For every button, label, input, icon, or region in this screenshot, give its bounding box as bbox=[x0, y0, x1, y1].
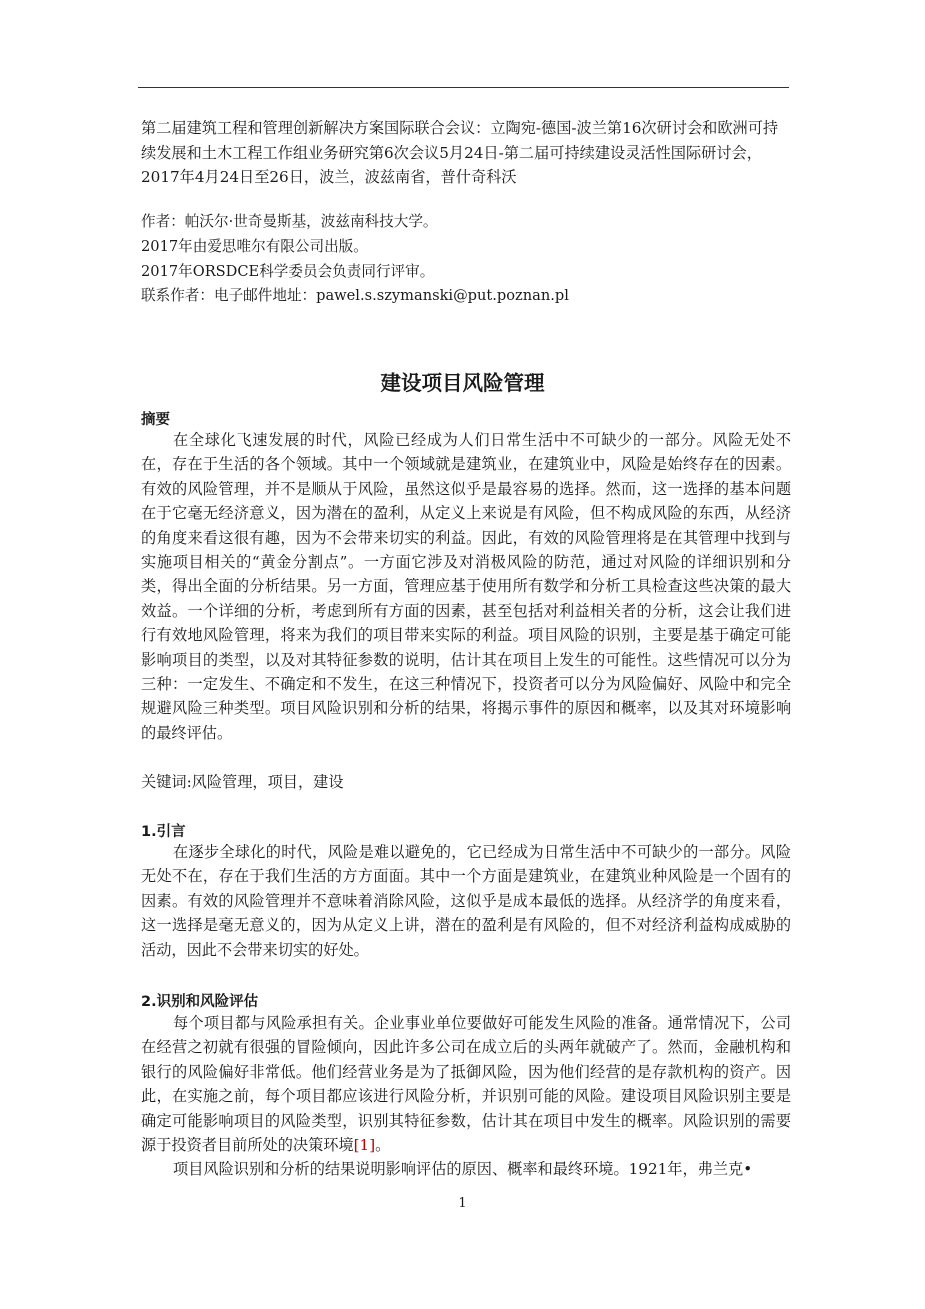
contact-line: 联系作者：电子邮件地址：pawel.s.szymanski@put.poznan.pl bbox=[141, 287, 569, 305]
section2-paragraph-1 bbox=[141, 1011, 791, 1157]
section1-body bbox=[141, 840, 791, 962]
section1-heading: 1.引言 bbox=[141, 824, 186, 840]
page-number: 1 bbox=[458, 1196, 467, 1211]
section2-text-1: 每个项目都与风险承担有关。企业事业单位要做好可能发生风险的准备。通常情况下，公司在经营之初就有很强的冒险倾向，因此许多公司在成立后的头两年就破产了。然而，金融机构和银行的风险偏好非常低。他们经营业务是为了抵御风险，因为他们经营的是存款机构的资产。因此，在实施之前，每个项目都应该进行风险分析，并识别可能的风险。建设项目风险识别主要是确定可能影响项目的风险类型，识别其特征参数，估计其在项目中发生的概率。风险识别的需要源于投资者目前所处的决策环境 bbox=[141, 1014, 791, 1155]
conference-info: 第二届建筑工程和管理创新解决方案国际联合会议：立陶宛-德国-波兰第16次研讨会和欧洲可持续发展和土木工程工作组业务研究第6次会议5月24日-第二届可持续建设灵活性国际研讨会，2017年4月24日至26日，波兰，波兹南省，普什奇科沃 bbox=[141, 119, 779, 186]
author-line: 作者：帕沃尔·世奇曼斯基，波兹南科技大学。 bbox=[141, 213, 438, 230]
keywords: 关键词:风险管理，项目，建设 bbox=[141, 773, 344, 791]
publisher-line: 2017年由爱思唯尔有限公司出版。 bbox=[141, 237, 368, 255]
abstract-text: 在全球化飞速发展的时代，风险已经成为人们日常生活中不可缺少的一部分。风险无处不在，存在于生活的各个领域。其中一个领域就是建筑业，在建筑业中，风险是始终存在的因素。有效的风险管理，并不是顺从于风险，虽然这似乎是最容易的选择。然而，这一选择的基本问题在于它毫无经济意义，因为潜在的盈利，从定义上来说是有风险，但不构成风险的东西，从经济的角度来看这很有趣，因为不会带来切实的利益。因此，有效的风险管理将是在其管理中找到与实施项目相关的“黄金分割点”。一方面它涉及对消极风险的防范，通过对风险的详细识别和分类，得出全面的分析结果。另一方面，管理应基于使用所有数学和分析工具检查这些决策的最大效益。一个详细的分析，考虑到所有方面的因素，甚至包括对利益相关者的分析，这会让我们进行有效地风险管理，将来为我们的项目带来实际的利益。项目风险的识别，主要是基于确定可能影响项目的类型，以及对其特征参数的说明，估计其在项目上发生的可能性。这些情况可以分为三种：一定发生、不确定和不发生，在这三种情况下，投资者可以分为风险偏好、风险中和完全规避风险三种类型。项目风险识别和分析的结果，将揭示事件的原因和概率，以及其对环境影响的最终评估。 bbox=[141, 431, 791, 742]
citation-link[interactable]: [1] bbox=[353, 1136, 376, 1155]
section2-text-1-end: 。 bbox=[375, 1136, 391, 1155]
paper-title: 建设项目风险管理 bbox=[380, 371, 545, 395]
section2-paragraph-2: 项目风险识别和分析的结果说明影响评估的原因、概率和最终环境。1921年，弗兰克• bbox=[173, 1160, 753, 1179]
section1-text: 在逐步全球化的时代，风险是难以避免的，它已经成为日常生活中不可缺少的一部分。风险无处不在，存在于我们生活的方方面面。其中一个方面是建筑业，在建筑业种风险是一个固有的因素。有效的风险管理并不意味着消除风险，这似乎是成本最低的选择。从经济学的角度来看，这一选择是毫无意义的，因为从定义上讲，潜在的盈利是有风险的，但不对经济利益构成威胁的活动，因此不会带来切实的好处。 bbox=[141, 843, 791, 959]
review-line: 2017年ORSDCE科学委员会负责同行评审。 bbox=[141, 262, 435, 280]
abstract-heading: 摘要 bbox=[141, 412, 170, 428]
article-meta bbox=[141, 210, 791, 309]
section2-heading: 2.识别和风险评估 bbox=[141, 994, 259, 1010]
section2-body bbox=[141, 1011, 791, 1182]
header-rule bbox=[138, 87, 789, 88]
abstract-body bbox=[141, 428, 791, 745]
